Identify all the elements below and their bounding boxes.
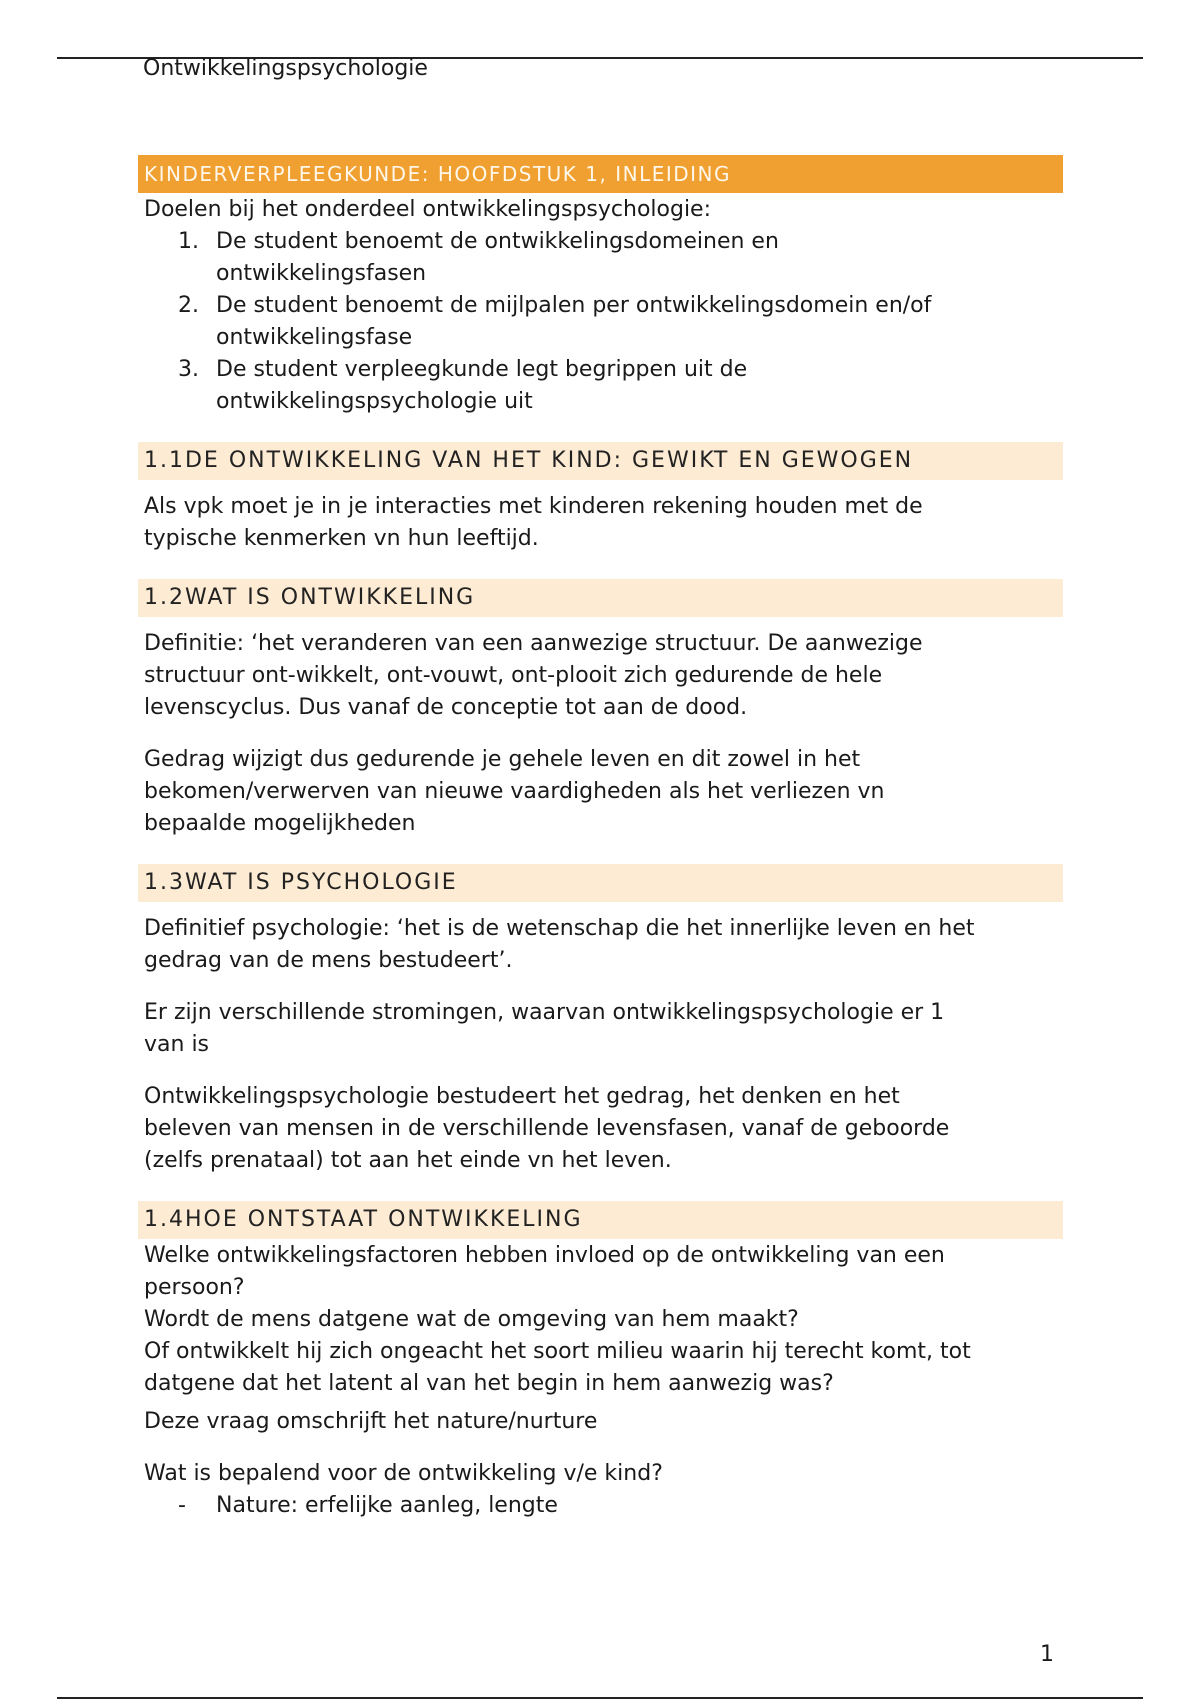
paragraph: Definitie: ‘het veranderen van een aanwezige structuur. De aanwezige structuur ont-wikkelt, ont-vouwt, ont-plooit zich gedurende de hele levenscyclus. Dus vanaf de conceptie tot aan de dood.: [144, 631, 923, 720]
paragraph: Gedrag wijzigt dus gedurende je gehele leven en dit zowel in het bekomen/verwerven van nieuwe vaardigheden als het verliezen vn bepaalde mogelijkheden: [144, 747, 885, 836]
bottom-rule: [57, 1697, 1143, 1699]
list-item: 3. De student verpleegkunde legt begrippen uit de ontwikkelingspsychologie uit: [178, 357, 748, 414]
paragraph: Welke ontwikkelingsfactoren hebben invloed op de ontwikkeling van een persoon? Wordt de mens datgene wat de omgeving van hem maakt? Of ontwikkelt hij zich ongeacht het soort milieu waarin hij terecht komt, tot datgene dat het latent al van het begin in hem aanwezig was?: [144, 1243, 971, 1396]
section-heading-1-2: 1.2WAT IS ONTWIKKELING: [138, 579, 1063, 617]
section-heading-1-1: 1.1DE ONTWIKKELING VAN HET KIND: GEWIKT EN GEWOGEN: [138, 442, 1063, 480]
paragraph: Definitief psychologie: ‘het is de wetenschap die het innerlijke leven en het gedrag van de mens bestudeert’.: [144, 916, 975, 973]
paragraph: Wat is bepalend voor de ontwikkeling v/e kind?: [144, 1461, 663, 1486]
paragraph: Ontwikkelingspsychologie bestudeert het gedrag, het denken en het beleven van mensen in de verschillende levensfasen, vanaf de geboorde (zelfs prenataal) tot aan het einde vn het leven.: [144, 1084, 950, 1173]
list-item: 1. De student benoemt de ontwikkelingsdomeinen en ontwikkelingsfasen: [178, 229, 779, 286]
goals-intro: Doelen bij het onderdeel ontwikkelingspsychologie:: [144, 197, 712, 222]
goals-block: [138, 194, 1063, 418]
section-heading-1-3: 1.3WAT IS PSYCHOLOGIE: [138, 864, 1063, 902]
section-heading-1-4: 1.4HOE ONTSTAAT ONTWIKKELING: [138, 1201, 1063, 1239]
paragraph: Deze vraag omschrijft het nature/nurture: [144, 1409, 598, 1434]
paragraph: Als vpk moet je in je interacties met kinderen rekening houden met de typische kenmerken vn hun leeftijd.: [144, 494, 923, 551]
running-header: Ontwikkelingspsychologie: [143, 56, 428, 81]
page-number: 1: [1040, 1642, 1054, 1667]
chapter-banner: KINDERVERPLEEGKUNDE: HOOFDSTUK 1, INLEIDING: [138, 155, 1063, 193]
goals-list: [138, 226, 1063, 418]
bullet-list: [138, 1490, 1063, 1522]
document-body: [138, 155, 1063, 1522]
list-item: 2. De student benoemt de mijlpalen per ontwikkelingsdomein en/of ontwikkelingsfase: [178, 293, 932, 350]
paragraph: Er zijn verschillende stromingen, waarvan ontwikkelingspsychologie er 1 van is: [144, 1000, 945, 1057]
list-item: - Nature: erfelijke aanleg, lengte: [178, 1493, 558, 1518]
